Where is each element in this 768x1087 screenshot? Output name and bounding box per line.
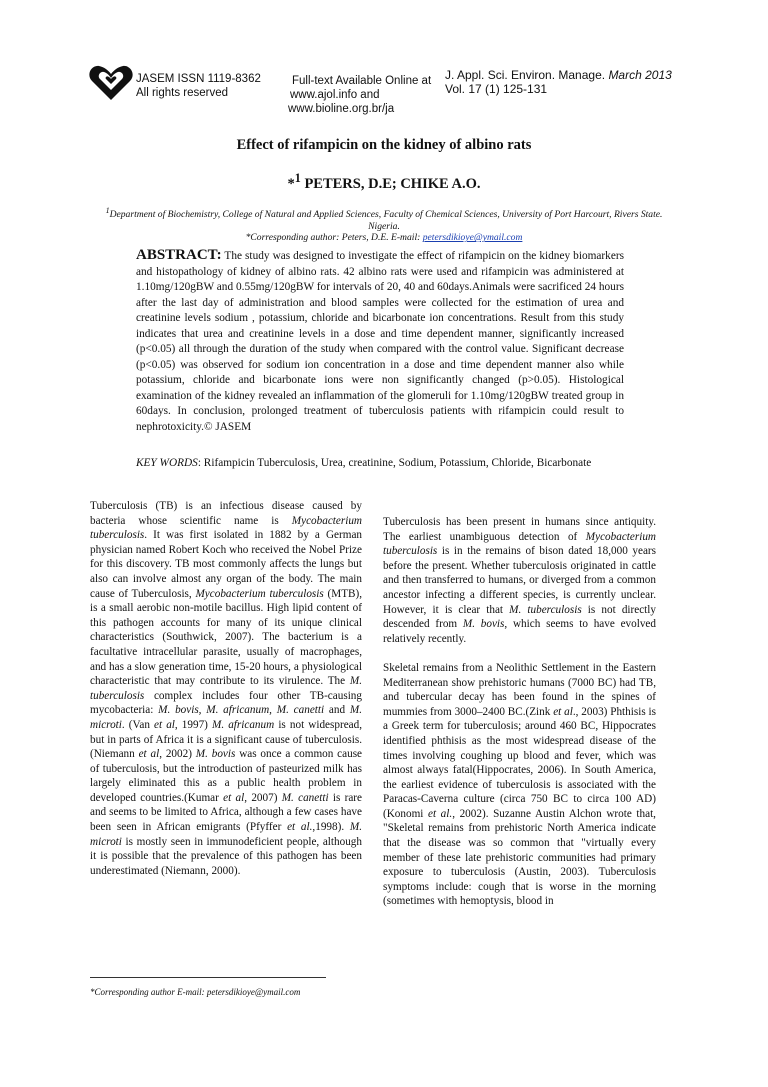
jasem-logo bbox=[88, 64, 134, 102]
footnote-rule bbox=[90, 977, 326, 978]
abstract bbox=[136, 248, 624, 435]
abstract-label: ABSTRACT: bbox=[136, 247, 222, 263]
heart-logo-icon bbox=[88, 64, 134, 102]
right-paragraph-1: Tuberculosis has been present in humans since antiquity. The earliest unambiguous detection of Mycobacterium tuberculosis is in the remains of bison dated 18,000 years before the present. Whether tuberculosis originated in cattle and then transferred to humans, or diverged from a common ancestor infecting a different species, is currently unclear. However, it is clear that M. tuberculosis is not directly descended from M. bovis, which seems to have evolved relatively recently. bbox=[383, 516, 656, 645]
paper-title: Effect of rifampicin on the kidney of albino rats bbox=[236, 137, 532, 153]
fulltext-label: Full-text Available Online at bbox=[292, 75, 432, 87]
right-paragraph-2: Skeletal remains from a Neolithic Settlement in the Eastern Mediterranean show prehistoric humans (7000 BC) had TB, and tubercular decay has been found in the spines of mummies from 3000–2400 BC.(Zink et al., 2003) Phthisis is a Greek term for tuberculosis; around 460 BC, Hippocrates identified phthisis as the most widespread disease of the times involving coughing up blood and fever, which was almost always fatal(Hippocrates, 2006). In South America, the earliest evidence of tuberculosis is associated with the Paracas-Caverna culture (circa 750 BC to circa 100 AD) (Konomi et al., 2002). Suzanne Austin Alchon wrote that, "Skeletal remains from prehistoric North America indicate that the disease was so common that "virtually every member of these late prehistoric communities had primary exposure to tuberculosis (Austin, 2003). Tuberculosis symptoms include: cough that is worse in the morning (sometimes with hemoptysis, blood in bbox=[383, 661, 656, 908]
left-paragraph-1: Tuberculosis (TB) is an infectious disease caused by bacteria whose scientific name is Mycobacterium tuberculosis. It was first isolated in 1882 by a German physician named Robert Koch who received the Nobel Prize for this discovery. TB most commonly affects the lungs but also can involve almost any organ of the body. The main cause of Tuberculosis, Mycobacterium tuberculosis (MTB), is a small aerobic non-motile bacillus. High lipid content of this pathogen accounts for many of its unique clinical characteristics (Southwick, 2007). The bacterium is a facultative intracellular parasite, usually of macrophages, and has a slow generation time, 15-20 hours, a physiological characteristic that may contribute to its virulence. The M. tuberculosis complex includes four other TB-causing mycobacteria: M. bovis, M. africanum, M. canetti and M. microti. (Van et al, 1997) M. africanum is not widespread, but in parts of Africa it is a significant cause of tuberculosis.(Niemann et al, 2002) M. bovis was once a common cause of tuberculosis, but the introduction of pasteurized milk has largely eliminated this as a public health problem in developed countries.(Kumar et al, 2007) M. canetti is rare and seems to be limited to Africa, although a few cases have been seen in African emigrants (Pfyffer et al.,1998). M. microti is mostly seen in immunodeficient people, although it is possible that the prevalence of this pathogen has been underestimated (Niemann, 2000). bbox=[90, 500, 363, 877]
rights-notice: All rights reserved bbox=[136, 87, 229, 99]
author-line bbox=[0, 171, 768, 193]
volume-pages: Vol. 17 (1) 125-131 bbox=[445, 82, 548, 96]
keywords-label: KEY WORDS bbox=[136, 457, 198, 469]
footnote: *Corresponding author E-mail: petersdikioye@ymail.com bbox=[90, 987, 301, 997]
journal-date: March 2013 bbox=[608, 68, 672, 82]
journal-name: J. Appl. Sci. Environ. Manage. bbox=[445, 68, 606, 82]
journal-issn: JASEM ISSN 1119-8362 bbox=[136, 73, 261, 85]
url-ajol[interactable]: www.ajol.info and bbox=[290, 89, 380, 101]
abstract-text: The study was designed to investigate the effect of rifampicin on the kidney biomarkers and histopathology of kidney of albino rats. 42 albino rats were used and rifampicin was administered at 1.10mg/120gBW and 0.55mg/120gBW for intervals of 20, 40 and 60days.Animals were sacrificed 24 hours after the last day of administration and blood samples were collected for the estimation of urea and creatinine levels sodium , potassium, chloride and bicarbonate ion concentrations. Result from this study indicates that urea and creatinine levels in a dose and time dependent manner, significantly increased (p<0.05) all through the duration of the study when compared with the control value. Significant decrease (p<0.05) was observed for sodium ion concentration in a dose and time dependent manner also while potassium, chloride and bicarbonate ions were non significantly changed (p>0.05). Histological examination of the kidney revealed an inflammation of the glomeruli for 1.10mg/120gBW treated group in 60days. In conclusion, prolonged treatment of tuberculosis patients with rifampicin could result to nephrotoxicity.© JASEM bbox=[136, 250, 624, 433]
right-column bbox=[383, 515, 656, 909]
url-bioline[interactable]: www.bioline.org.br/ja bbox=[288, 103, 395, 115]
affiliation-sup: 1 bbox=[105, 206, 110, 215]
author-prefix: * bbox=[287, 175, 295, 192]
author-names: PETERS, D.E; CHIKE A.O. bbox=[300, 175, 481, 192]
affiliation-text: Department of Biochemistry, College of Natural and Applied Sciences, Faculty of Chemical Sciences, University of Port Harcourt, Rivers State. Nigeria. bbox=[109, 209, 663, 232]
keywords bbox=[136, 456, 624, 472]
corresponding-prefix: *Corresponding author: Peters, D.E. E-mail: bbox=[245, 232, 423, 244]
author-sup: 1 bbox=[294, 171, 301, 185]
keywords-text: : Rifampicin Tuberculosis, Urea, creatinine, Sodium, Potassium, Chloride, Bicarbonate bbox=[197, 457, 592, 469]
left-column bbox=[90, 499, 362, 878]
affiliation bbox=[92, 205, 676, 244]
corresponding-email-link[interactable]: petersdikioye@ymail.com bbox=[422, 232, 523, 244]
journal-citation bbox=[445, 68, 672, 82]
